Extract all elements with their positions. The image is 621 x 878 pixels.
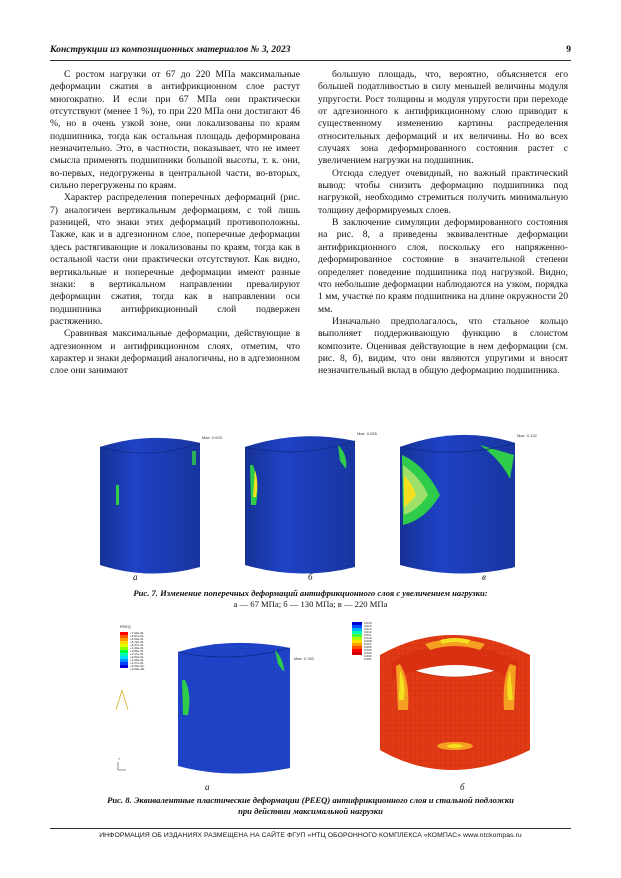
figure-8-caption-title: Рис. 8. Эквивалентные пластические деформации (PEEQ) антифрикционного слоя и стальной подложки	[107, 795, 514, 805]
svg-text:+1.27e-01: +1.27e-01	[130, 661, 144, 665]
svg-text:+5.70e-01: +5.70e-01	[130, 640, 144, 644]
figure-7-caption	[50, 588, 571, 610]
svg-text:+2.53e-01: +2.53e-01	[130, 655, 144, 659]
header-rule	[50, 60, 571, 61]
figure-7-caption-sub: а — 67 МПа; б — 130 МПа; в — 220 МПа	[233, 599, 388, 609]
svg-text:+4.43e-01: +4.43e-01	[130, 646, 144, 650]
figure-8-panel-b	[352, 621, 530, 770]
figure-7-panel-b	[245, 431, 378, 574]
svg-text:0.013: 0.013	[364, 627, 372, 631]
figure-7-panel-c	[400, 433, 538, 574]
svg-text:+6.33e-01: +6.33e-01	[130, 637, 144, 641]
figure-7-c-max: Max: 0.132	[517, 433, 537, 438]
figure-7-panel-a	[100, 435, 223, 574]
figure-8-a-max: Max: 0.760	[294, 656, 314, 661]
svg-text:0.015: 0.015	[364, 624, 372, 628]
svg-text:0.007: 0.007	[364, 642, 372, 646]
figure-7-a-max: Max: 0.003	[202, 435, 222, 440]
figure-7-caption-title: Рис. 7. Изменение поперечных деформаций антифрикционного слоя с увеличением нагрузки:	[133, 588, 488, 598]
paragraph: Отсюда следует очевидный, но важный практический вывод: чтобы снизить деформацию подшипника под нагрузкой, необходимо стремиться получить минимальную толщину деформируемых слоев.	[318, 167, 568, 216]
svg-text:0.008: 0.008	[364, 639, 372, 643]
figure-8-b-legend	[364, 621, 372, 661]
svg-text:0.010: 0.010	[364, 636, 372, 640]
figure-8-caption	[50, 795, 571, 817]
figure-8-label-b: б	[460, 782, 465, 792]
svg-text:Y: Y	[118, 757, 121, 761]
svg-text:0.006: 0.006	[364, 645, 372, 649]
svg-text:0.012: 0.012	[364, 630, 372, 634]
svg-text:0.005: 0.005	[364, 648, 372, 652]
figure-7-b-max: Max: 0.055	[357, 431, 377, 436]
figure-8-panel-a	[116, 643, 315, 774]
svg-text:+5.07e-01: +5.07e-01	[130, 643, 144, 647]
paragraph: Изначально предполагалось, что стальное кольцо выполняет поддерживающую функцию в слоистом композите. Оценивая действующие в нем деформации (см. рис. 8, б), видим, что они являются упругими и вносят незначительный вклад в общую деформацию подшипника.	[318, 315, 568, 377]
svg-text:0.003: 0.003	[364, 654, 372, 658]
svg-text:+6.33e-02: +6.33e-02	[130, 664, 144, 668]
svg-text:0.011: 0.011	[364, 633, 372, 637]
paragraph: Характер распределения поперечных деформаций (рис. 7) аналогичен вертикальным деформациям, с той лишь разницей, что знаки этих деформаций противоположны. Также, как и в адгезионном слое, поперечные деформации здесь растягивающие и локализованы по краям, тогда как в остальной части они практически отсутствуют. Как видно, вертикальные и поперечные деформации имеют разные знаки: в вертикальном направлении превалируют деформации сжатия, тогда как в направлении оси подшипника антифрикционный слой подвержен растяжению.	[50, 192, 300, 327]
svg-text:0.001: 0.001	[364, 657, 372, 661]
svg-text:+3.17e-01: +3.17e-01	[130, 652, 144, 656]
right-column	[318, 69, 568, 378]
paragraph: большую площадь, что, вероятно, объясняется его большей податливостью в силу меньшей величины модуля упругости. Рост толщины и модуля упругости при переходе от адгезионного к антифрикционному слою приводит к существенному изменению картины распределения относительных деформаций и их величины. Но во всех случаях зона деформированного состояния растет с увеличением нагрузки на подшипник.	[318, 69, 568, 167]
svg-text:+7.60e-01: +7.60e-01	[130, 631, 144, 635]
footer-rule	[50, 828, 571, 829]
figure-7-label-a: а	[133, 572, 138, 582]
footer-text: ИНФОРМАЦИЯ ОБ ИЗДАНИЯХ РАЗМЕЩЕНА НА САЙТЕ ФГУП «НТЦ ОБОРОННОГО КОМПЛЕКСА «КОМПАС» www.ntckompas.ru	[99, 832, 522, 839]
paragraph: В заключение симуляции деформированного состояния на рис. 8, а приведены эквивалентные деформации антифрикционного слоя, поскольку его напряженно-деформированное состояние в значительной степени определяет поведение подшипника под нагрузкой. Видно, что небольшие деформации наблюдаются на узком, порядка 1 мм, участке по краям подшипника на длине окружности 20 мм.	[318, 217, 568, 315]
figure-8	[70, 620, 560, 780]
page-number: 9	[566, 44, 571, 55]
running-header	[50, 44, 571, 60]
svg-text:+0.00e+00: +0.00e+00	[130, 667, 145, 671]
journal-title: Конструкции из композиционных материалов № 3, 2023	[50, 44, 291, 55]
figure-8-caption-sub: при действии максимальной нагрузки	[238, 806, 383, 816]
figure-8-a-legend	[120, 625, 145, 671]
svg-text:+6.97e-01: +6.97e-01	[130, 634, 144, 638]
left-column	[50, 69, 300, 378]
svg-text:0.004: 0.004	[364, 651, 372, 655]
svg-text:+1.90e-01: +1.90e-01	[130, 658, 144, 662]
figure-8-label-a: а	[205, 782, 210, 792]
svg-text:0.016: 0.016	[364, 621, 372, 625]
figure-7-label-c: в	[482, 572, 486, 582]
legend-title: PEEQ	[120, 625, 131, 629]
figure-7-label-b: б	[308, 572, 313, 582]
svg-text:+3.80e-01: +3.80e-01	[130, 649, 144, 653]
figure-7	[70, 425, 560, 585]
paragraph: С ростом нагрузки от 67 до 220 МПа максимальные деформации сжатия в антифрикционном слое растут многократно. И если при 67 МПа они практически отсутствуют (менее 1 %), то при 220 МПа они достигают 46 %, но в очень узкой зоне, они локализованы по краям подшипника, тогда как остальная площадь деформирована незначительно. Это, в частности, показывает, что не имеет смысла применять подшипники большой высоты, т. к. они, во-первых, недогружены в центральной части, во-вторых, сильно перегружены по краям.	[50, 69, 300, 192]
paragraph: Сравнивая максимальные деформации, действующие в адгезионном и антифрикционном слоях, отметим, что характер и знаки деформаций аналогичны, но в адгезионном слое они занимают	[50, 328, 300, 377]
